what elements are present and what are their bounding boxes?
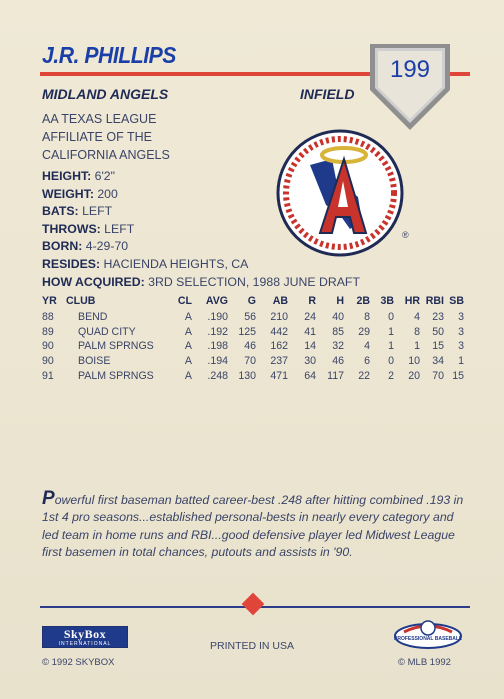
table-row: 91 PALM SPRNGS A .248 130 471 64 117 22 2 20 70 15 xyxy=(42,369,464,382)
player-name: J.R. PHILLIPS xyxy=(42,42,176,68)
svg-text:PROFESSIONAL BASEBALL: PROFESSIONAL BASEBALL xyxy=(394,636,462,642)
affiliation-line: CALIFORNIA ANGELS xyxy=(42,148,170,162)
bio-throws: THROWS: LEFT xyxy=(42,221,135,236)
player-blurb xyxy=(42,490,466,562)
bio-block xyxy=(42,168,360,291)
registered-mark: ® xyxy=(402,230,409,240)
blurb-text: owerful first baseman batted career-best .248 after hitting combined .193 in 1st 4 pro seasons...established personal-bests in nearly every category and led team in home runs and RBI...good defensive player led Midwest League first basemen in total chances, putouts and assists in '90. xyxy=(42,493,464,560)
bio-resides: RESIDES: HACIENDA HEIGHTS, CA xyxy=(42,256,249,271)
position: INFIELD xyxy=(300,86,355,102)
copyright-mlb: © MLB 1992 xyxy=(398,657,451,668)
table-row: 90 PALM SPRNGS A .198 46 162 14 32 4 1 1 15 3 xyxy=(42,340,464,353)
stats-header-row: YR CLUB CL AVG G AB R H 2B 3B HR RBI SB xyxy=(42,295,464,307)
table-row: 89 QUAD CITY A .192 125 442 41 85 29 1 8 50 3 xyxy=(42,325,464,338)
bio-height: HEIGHT: 6'2" xyxy=(42,169,116,183)
printed-in: PRINTED IN USA xyxy=(210,640,295,652)
skybox-brand: SkyBox xyxy=(63,627,107,641)
skybox-subtitle: INTERNATIONAL xyxy=(58,641,112,647)
bio-weight: WEIGHT: 200 xyxy=(42,186,118,201)
bio-how-acquired: HOW ACQUIRED: 3RD SELECTION, 1988 JUNE DRAFT xyxy=(42,274,360,289)
card-number: 199 xyxy=(389,56,431,83)
affiliation xyxy=(42,110,262,164)
affiliation-line: AA TEXAS LEAGUE xyxy=(42,112,157,126)
professional-baseball-logo xyxy=(392,614,464,654)
stats-table xyxy=(42,292,464,383)
table-row: 88 BEND A .190 56 210 24 40 8 0 4 23 3 xyxy=(42,311,464,324)
copyright-skybox: © 1992 SKYBOX xyxy=(42,657,115,668)
affiliation-line: AFFILIATE OF THE xyxy=(42,130,152,144)
bio-born: BORN: 4-29-70 xyxy=(42,239,129,254)
team-name: MIDLAND ANGELS xyxy=(42,86,169,102)
blurb-initial: P xyxy=(42,488,55,509)
diamond-icon xyxy=(242,593,265,616)
table-row: 90 BOISE A .194 70 237 30 46 6 0 10 34 1 xyxy=(42,355,464,368)
bio-bats: BATS: LEFT xyxy=(42,204,113,219)
